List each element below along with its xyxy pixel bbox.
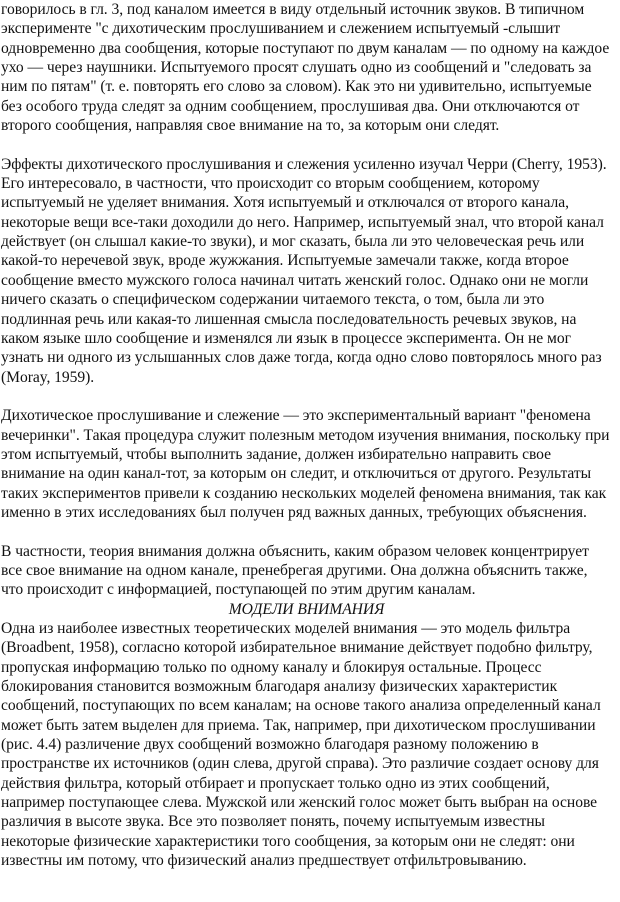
paragraph-attention-theory: В частности, теория внимания должна объяснить, каким образом человек концентрирует все свое внимание на одном канале, пренебрегая другими. Она должна объяснить также, что происходит с информацией, поступающей по этим другим каналам. [1,542,589,599]
paragraph-filter-model: Одна из наиболее известных теоретических моделей внимания — это модель фильтра (Broadbent, 1958), согласно которой избирательное внимание действует подобно фильтру, пропуская информацию только по одному каналу и блокируя остальные. Процесс блокирования становится возможным благодаря анализу физических характеристик сообщений, поступающих по всем каналам; на основе такого анализа определенный канал может быть затем выделен для приема. Так, например, при дихотическом прослушивании (рис. 4.4) различение двух сообщений возможно благодаря разному положению в пространстве их источников (один слева, другой справа). Это различие создает основу для действия фильтра, который отбирает и пропускает только одно из этих сообщений, например поступающее слева. Мужской или женский голос может быть выбран на основе различия в высоте звука. Все это позволяет понять, почему испытуемым известны некоторые физические характеристики того сообщения, за которым они не следят: они известны им потому, что физический анализ предшествует отфильтровыванию. [1,620,601,870]
section-heading: МОДЕЛИ ВНИМАНИЯ [228,600,385,618]
paragraph-dichotic-listening-intro: говорилось в гл. 3, под каналом имеется в виду отдельный источник звуков. В типичном эксперименте "с дихотическим прослушиванием и слежением испытуемый -слышит одновременно два сообщения, которые поступают по двум каналам — по одному на каждое ухо — через наушники. Испытуемого просят слушать одно из сообщений и "следовать за ним по пятам" (т. е. повторять его слово за словом). Как это ни удивительно, испытуемые без особого труда следят за одним сообщением, прослушивая два. Они отключаются от второго сообщения, направляя свое внимание на то, за которым они следят. [1,1,610,135]
paragraph-cocktail-party: Дихотическое прослушивание и слежение — это экспериментальный вариант "феномена вечеринки". Такая процедура служит полезным методом изучения внимания, поскольку при этом испытуемый, чтобы выполнить задание, должен избирательно направить свое внимание на один канал-тот, за которым он следит, и отключиться от другого. Результаты таких экспериментов привели к созданию нескольких моделей феномена внимания, так как именно в этих исследованиях был получен ряд важных данных, требующих объяснения. [1,407,610,521]
paragraph-cherry-study: Эффекты дихотического прослушивания и слежения усиленно изучал Черри (Cherry, 1953). Его интересовало, в частности, что происходит со вторым сообщением, которому испытуемый не уделяет внимания. Хотя испытуемый и отключался от второго канала, некоторые вещи все-таки доходили до него. Например, испытуемый знал, что второй канал действует (он слышал какие-то звуки), и мог сказать, была ли это человеческая речь или какой-то неречевой звук, вроде жужжания. Испытуемые замечали также, когда второе сообщение вместо мужского голоса начинал читать женский голос. Однако они не могли ничего сказать о специфическом содержании читаемого текста, о том, была ли это подлинная речь или какая-то лишенная смысла последовательность речевых звуков, на каком языке шло сообщение и изменялся ли язык в процессе эксперимента. Он не мог узнать ни одного из услышанных слов даже тогда, когда одно слово повторялось много раз (Moray, 1959). [1,155,607,386]
